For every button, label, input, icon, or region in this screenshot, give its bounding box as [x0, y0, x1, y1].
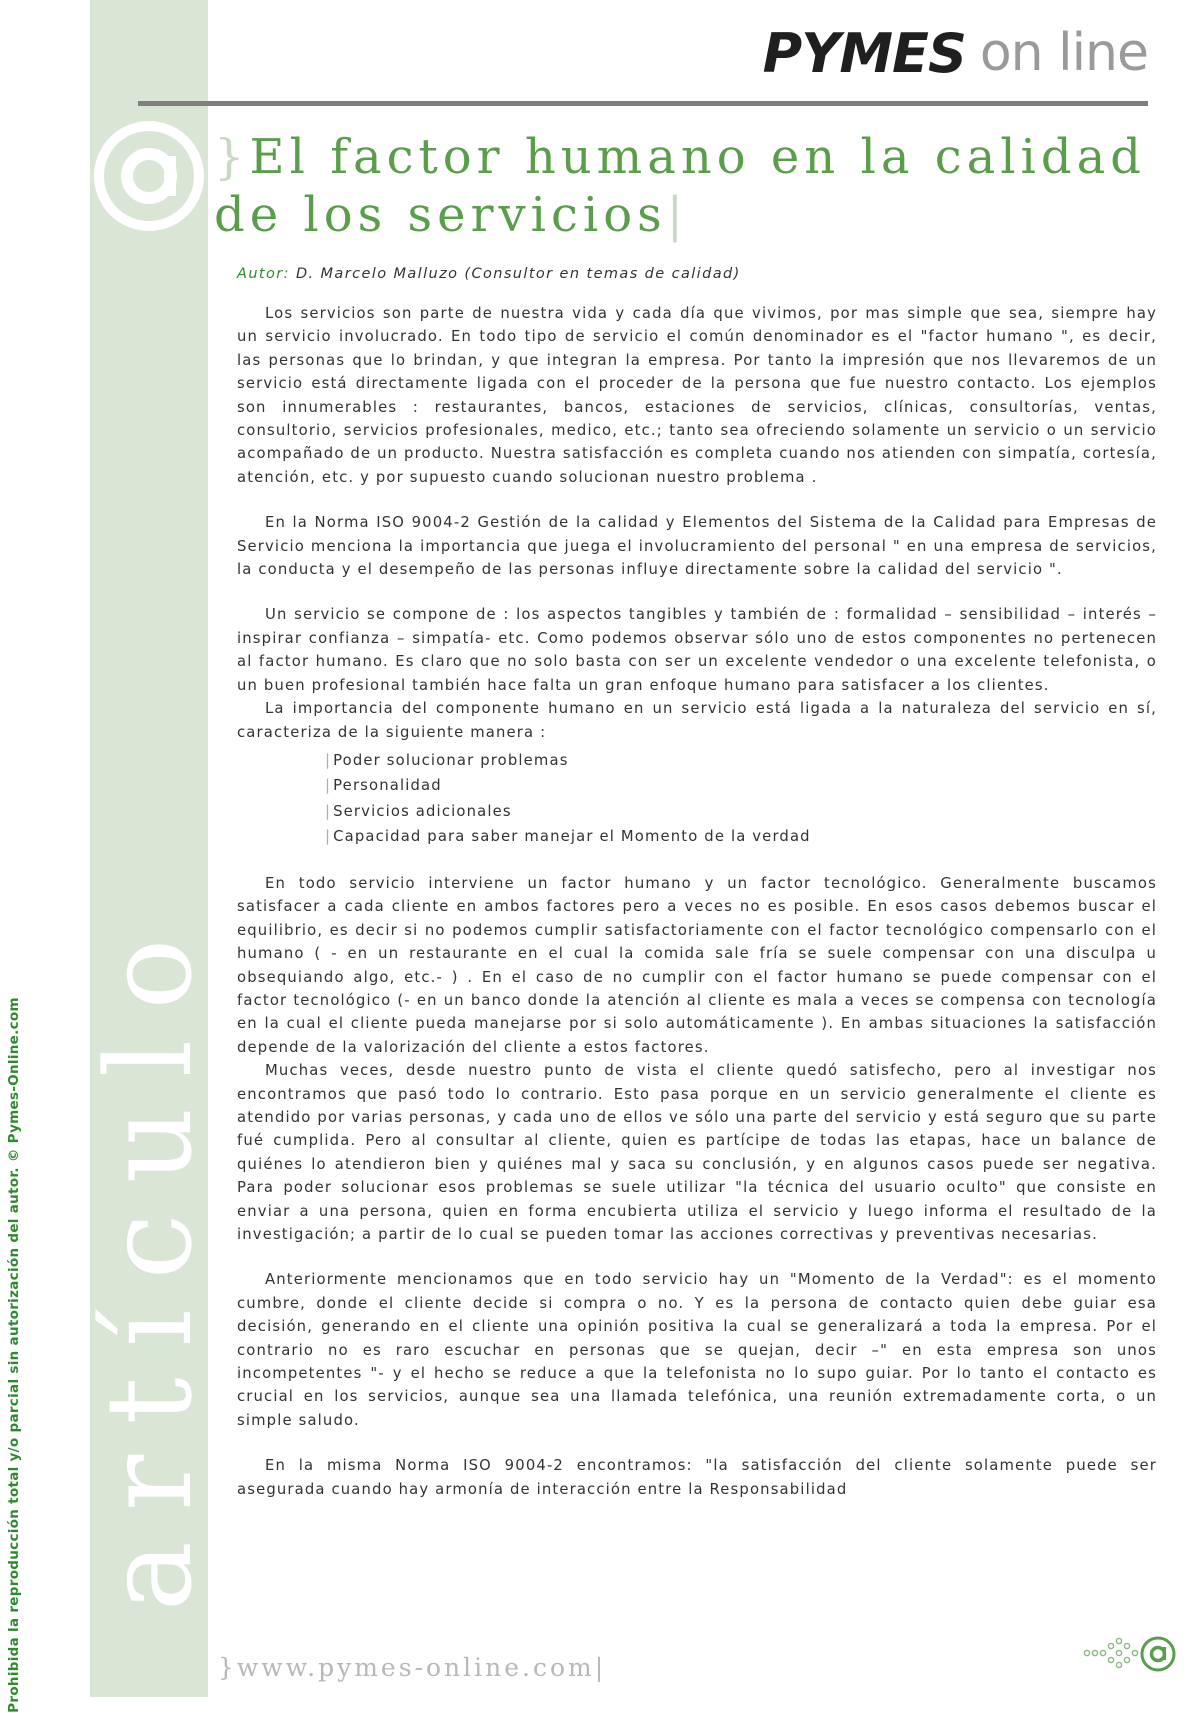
list-item	[325, 824, 1157, 850]
list-item-text: Capacidad para saber manejar el Momento de la verdad	[333, 828, 811, 846]
header-divider	[138, 101, 1148, 106]
footer-url-link[interactable]: }www.pymes-online.com|	[218, 1653, 607, 1682]
article-author	[237, 266, 1137, 282]
list-item-text: Servicios adicionales	[333, 802, 512, 820]
logo-brand: PYMES	[762, 21, 966, 85]
dot-cluster-icon	[1082, 1636, 1140, 1670]
pymes-logo[interactable]	[763, 18, 1148, 88]
author-name: D. Marcelo Malluzo (Consultor en temas de calidad)	[295, 266, 741, 282]
copyright-notice: Prohibida la reproducción total y/o parcial sin autorización del autor. © Pymes-Online.com	[6, 997, 22, 1713]
sidebar-band	[80, 0, 218, 1697]
list-marker: |	[325, 751, 332, 769]
list-marker: |	[325, 802, 332, 820]
body-paragraph: Muchas veces, desde nuestro punto de vista el cliente quedó satisfecho, pero al investigar nos encontramos que pasó todo lo contrario. Esto pasa porque en un servicio generalmente el cliente es atendido por varias personas, y cada uno de ellos ve sólo una parte del servicio y está seguro que su parte fué cumplida. Pero al consultar al cliente, quien es partícipe de todas las etapas, hace un balance de quiénes lo atendieron bien y quiénes mal y saca su conclusión, y en algunos casos puede ser negativa. Para poder solucionar esos problemas se suele utilizar "la técnica del usuario oculto" que consiste en enviar a una persona, quien en forma encubierta utiliza el servicio y luego informa el resultado de la investigación; a partir de lo cual se pueden tomar las acciones correctivas y preventivas necesarias.	[237, 1062, 1157, 1243]
title-text: El factor humano en la calidad de los servicios	[214, 129, 1146, 243]
body-paragraph: En todo servicio interviene un factor humano y un factor tecnológico. Generalmente buscamos satisfacer a cada cliente en ambos factores pero a veces no es posible. En esos casos debemos buscar el equilibrio, es decir si no podemos cumplir satisfactoriamente con el factor tecnológico compensarlo con el humano ( - en un restaurante en el cual la comida sale fría se suele compensar con una disculpa u obsequiando algo, etc.- ) . En el caso de no cumplir con el factor humano se puede compensar con el factor tecnológico (- en un banco donde la atención al cliente es mala a veces se compensa con tecnología en la cual el cliente pueda manejarse por si solo automáticamente ). En ambas situaciones la satisfacción depende de la valorización del cliente a estos factores.	[237, 874, 1157, 1056]
list-item	[325, 748, 1157, 774]
body-paragraph: En la Norma ISO 9004-2 Gestión de la calidad y Elementos del Sistema de la Calidad para Empresas de Servicio menciona la importancia que juega el involucramiento del personal " en una empresa de servicios, la conducta y el desempeño de las personas influye directamente sobre la calidad del servicio ".	[237, 514, 1157, 579]
list-item	[325, 799, 1157, 825]
characteristics-list	[325, 748, 1157, 850]
logo-suffix: on line	[979, 23, 1148, 83]
body-paragraph: La importancia del componente humano en un servicio está ligada a la naturaleza del servicio en sí, caracteriza de la siguiente manera :	[237, 700, 1157, 741]
body-paragraph: Anteriormente mencionamos que en todo servicio hay un "Momento de la Verdad": es el momento cumbre, donde el cliente decide si compra o no. Y es la persona de contacto quien debe guiar esa decisión, generando en el cliente una opinión positiva la cual se generalizará a toda la empresa. Por el contrario no es raro escuchar en personas que se quejan, decir –" en esta empresa son unos incompetentes "- y el hecho se reduce a que la telefonista no lo supo guiar. Por lo tanto el contacto es crucial en los servicios, aunque sea una llamada telefónica, una reunión extremadamente corta, o un simple saludo.	[237, 1271, 1157, 1429]
body-paragraph: Un servicio se compone de : los aspectos tangibles y también de : formalidad – sensibilidad – interés – inspirar confianza – simpatía- etc. Como podemos observar sólo uno de estos componentes no pertenecen al factor humano. Es claro que no solo basta con ser un excelente vendedor o una excelente telefonista, o un buen profesional también hace falta un gran enfoque humano para satisfacer a los clientes.	[237, 606, 1157, 694]
sidebar-vertical-word: artículo	[80, 908, 218, 1612]
at-sign-icon	[1140, 1636, 1176, 1672]
at-sign-icon	[90, 120, 208, 238]
body-paragraph: Los servicios son parte de nuestra vida y cada día que vivimos, por mas simple que sea, siempre hay un servicio involucrado. En todo tipo de servicio el común denominador es el "factor humano ", es decir, las personas que lo brindan, y que integran la empresa. Por tanto la impresión que nos llevaremos de un servicio está directamente ligada con el proceder de la persona que fue nuestro contacto. Los ejemplos son innumerables : restaurantes, bancos, estaciones de servicios, clínicas, consultorías, ventas, consultorio, servicios profesionales, medico, etc.; tanto sea ofreciendo solamente un servicio o un servicio acompañado de un producto. Nuestra satisfacción es completa cuando nos atienden con simpatía, cortesía, atención, etc. y por supuesto cuando solucionan nuestro problema .	[237, 305, 1157, 486]
title-close-bar: |	[666, 187, 688, 243]
list-marker: |	[325, 777, 332, 795]
article-title	[214, 128, 1174, 244]
list-marker: |	[325, 828, 332, 846]
article-body	[237, 302, 1157, 1501]
list-item-text: Personalidad	[333, 777, 442, 795]
body-paragraph: En la misma Norma ISO 9004-2 encontramos: "la satisfacción del cliente solamente puede ser asegurada cuando hay armonía de interacción entre la Responsabilidad	[237, 1457, 1157, 1498]
list-item-text: Poder solucionar problemas	[333, 751, 569, 769]
author-label: Autor:	[237, 266, 290, 282]
list-item	[325, 773, 1157, 799]
title-open-brace: }	[214, 129, 250, 185]
